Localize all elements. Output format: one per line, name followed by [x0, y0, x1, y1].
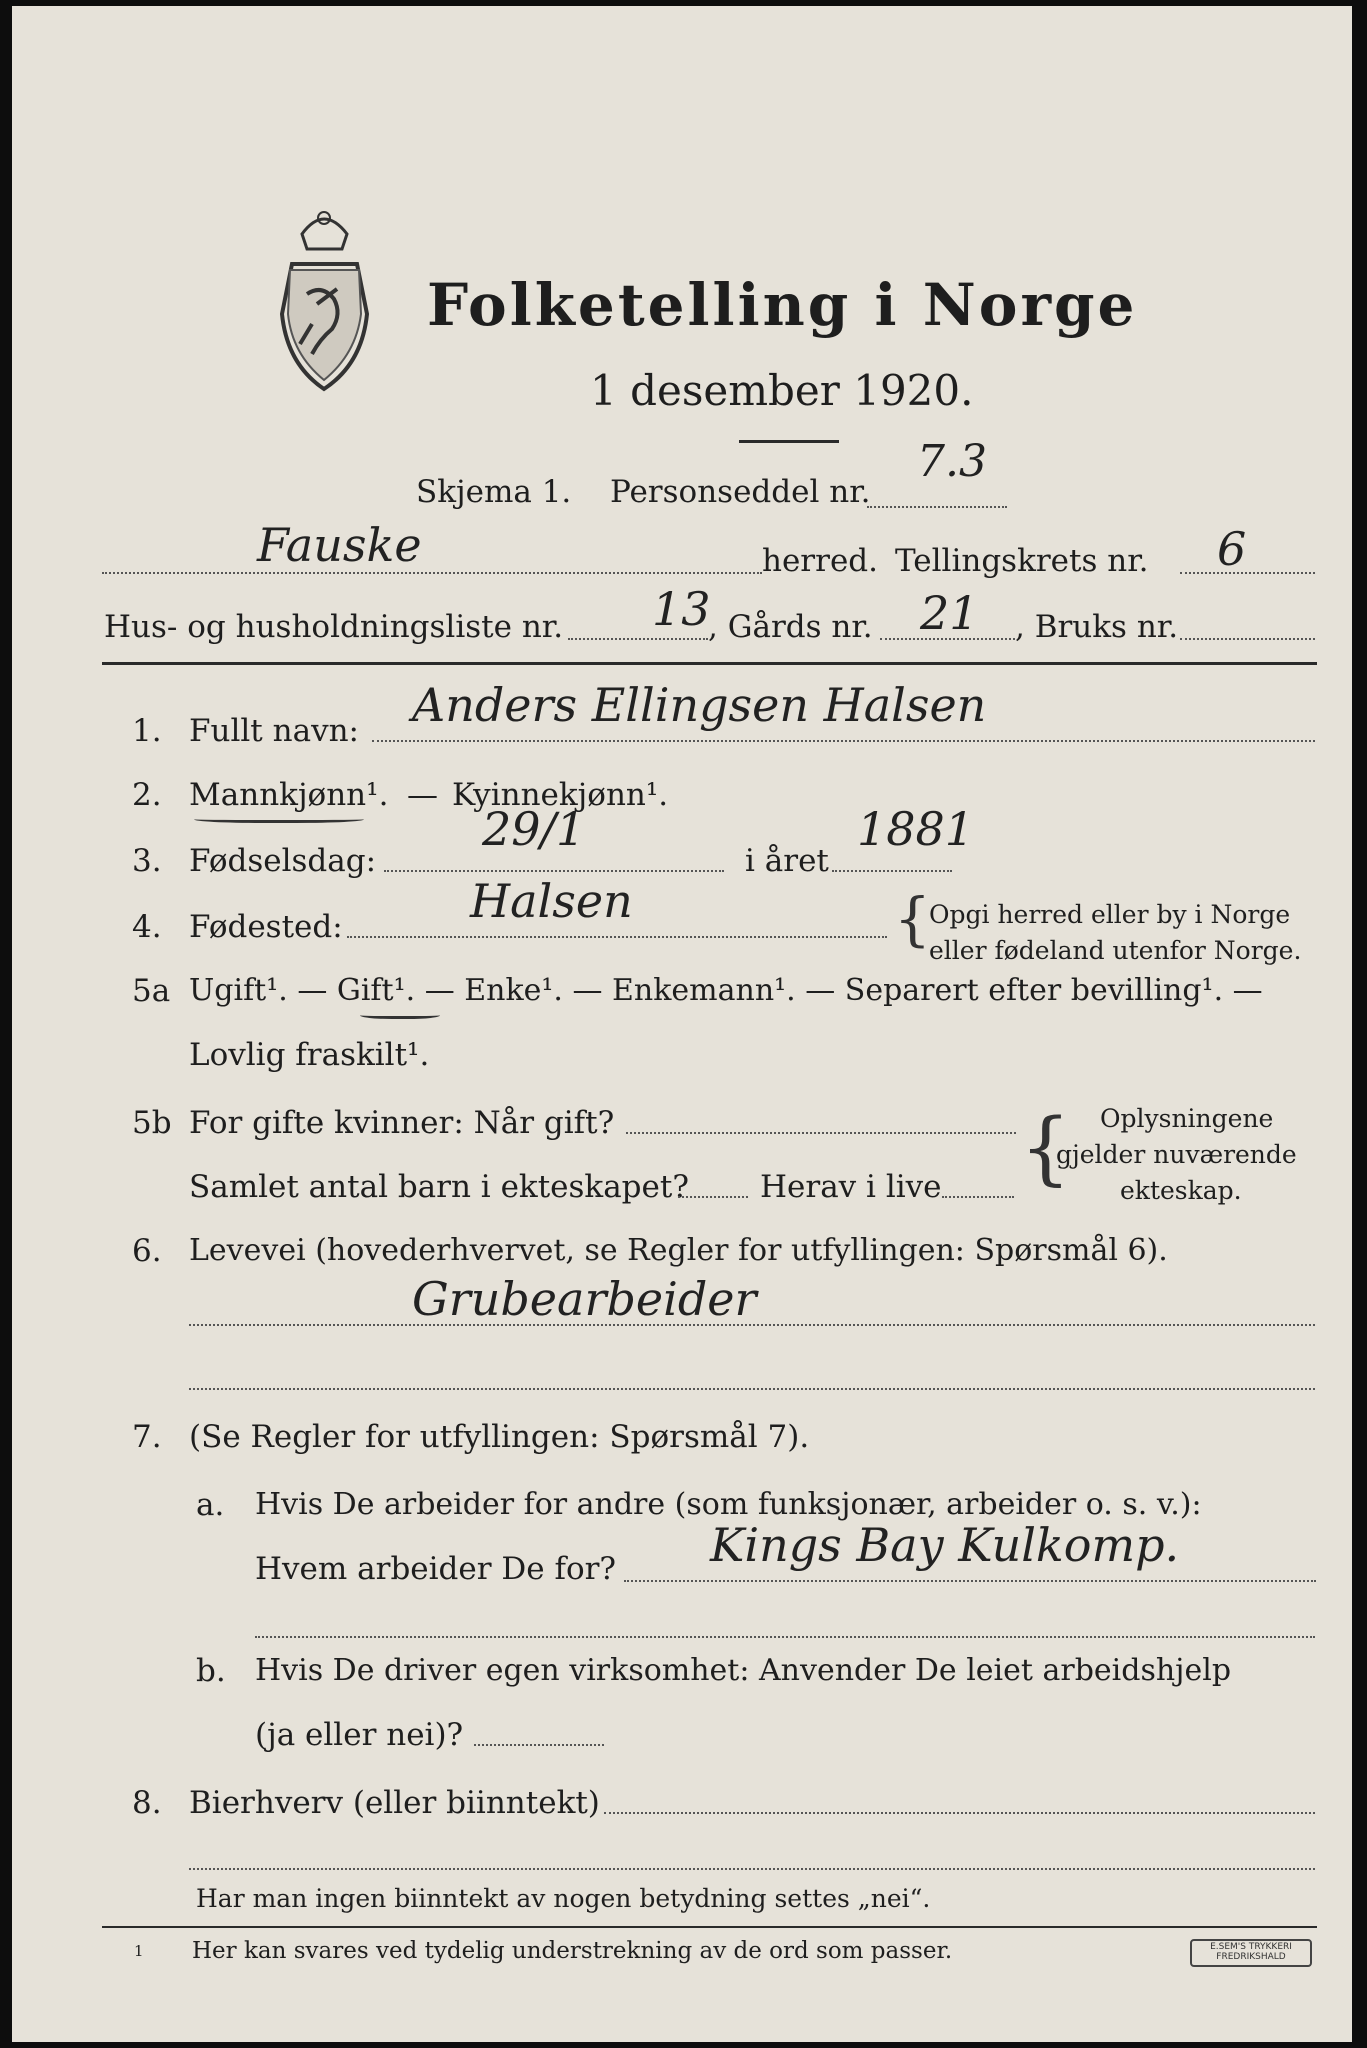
q5b-alive-line	[942, 1196, 1014, 1198]
q1-value: Anders Ellingsen Halsen	[412, 678, 987, 732]
gards-value: 21	[920, 586, 979, 640]
q4-label: Fødested:	[189, 909, 343, 945]
q4-note-2: eller fødeland utenfor Norge.	[929, 936, 1302, 965]
q7b-letter: b.	[196, 1653, 226, 1689]
q6-line-1	[189, 1324, 1315, 1326]
personseddel-line	[867, 506, 1007, 508]
q4-value: Halsen	[470, 874, 633, 928]
q5a-text-2: Lovlig fraskilt¹.	[189, 1037, 430, 1073]
herred-line	[102, 572, 762, 574]
q2-number: 2.	[132, 777, 162, 813]
footnote-text: Her kan svares ved tydelig understrekning av de ord som passer.	[192, 1938, 953, 1964]
q5b-label: For gifte kvinner: Når gift?	[189, 1105, 615, 1141]
herred-value: Fauske	[257, 518, 422, 572]
gards-label: , Gårds nr.	[708, 609, 873, 645]
q1-number: 1.	[132, 713, 162, 749]
bruks-label: , Bruks nr.	[1015, 609, 1179, 645]
q7a-text: Hvis De arbeider for andre (som funksjonær, arbeider o. s. v.):	[255, 1487, 1202, 1522]
census-form	[12, 6, 1352, 2042]
q3-value: 29/1	[482, 802, 586, 856]
q4-note-1: Opgi herred eller by i Norge	[929, 900, 1291, 929]
q5a-gift-underline	[360, 1010, 440, 1019]
q8-line	[604, 1812, 1315, 1814]
bruks-line	[1180, 638, 1315, 640]
q7b-text: Hvis De driver egen virksomhet: Anvender De leiet arbeidshjelp	[255, 1653, 1232, 1688]
tellingskrets-line	[1180, 572, 1315, 574]
hus-line	[568, 638, 708, 640]
q7a-letter: a.	[196, 1487, 225, 1523]
q6-number: 6.	[132, 1233, 162, 1269]
q5b-number: 5b	[132, 1105, 172, 1141]
q3-line	[384, 870, 724, 872]
q7-label: (Se Regler for utfyllingen: Spørsmål 7).	[189, 1419, 810, 1455]
header-divider	[102, 662, 1317, 665]
q6-line-2	[189, 1388, 1315, 1390]
q7a-value: Kings Bay Kulkomp.	[710, 1518, 1180, 1572]
hus-label: Hus- og husholdningsliste nr.	[104, 609, 564, 645]
q2-male-underline	[194, 814, 364, 823]
schema-label: Skjema 1.	[416, 474, 572, 510]
q6-value: Grubearbeider	[412, 1272, 757, 1326]
q1-line	[372, 740, 1315, 742]
q7b-line	[474, 1744, 604, 1746]
q5b-label-2: Samlet antal barn i ekteskapet?	[189, 1169, 689, 1205]
q2-male: Mannkjønn¹.	[189, 777, 389, 813]
herred-label: herred.	[762, 543, 878, 579]
footnote-mark: 1	[134, 1942, 144, 1960]
q7a-text-2: Hvem arbeider De for?	[255, 1551, 617, 1587]
q5b-alive-label: Herav i live	[760, 1169, 942, 1205]
q5b-note-1: Oplysningene	[1100, 1104, 1274, 1133]
q4-number: 4.	[132, 909, 162, 945]
q3-year-line	[832, 870, 952, 872]
q6-label: Levevei (hovederhvervet, se Regler for utfyllingen: Spørsmål 6).	[189, 1233, 1168, 1268]
q8-number: 8.	[132, 1785, 162, 1821]
q7a-line-2	[255, 1636, 1315, 1638]
printer-stamp-line-2: FREDRIKSHALD	[1216, 1951, 1286, 1962]
q4-line	[347, 936, 887, 938]
q5b-note-3: ekteskap.	[1120, 1176, 1242, 1205]
q7-number: 7.	[132, 1419, 162, 1455]
printer-stamp	[1190, 1939, 1312, 1967]
personseddel-value: 7.3	[917, 436, 987, 487]
hus-value: 13	[652, 582, 711, 636]
q5a-number: 5a	[132, 973, 171, 1009]
q3-number: 3.	[132, 843, 162, 879]
footer-divider	[102, 1926, 1317, 1928]
q4-brace: {	[894, 885, 931, 953]
q1-label: Fullt navn:	[189, 713, 359, 749]
q3-year-value: 1881	[857, 802, 975, 856]
q2-female: Kyinnekjønn¹.	[452, 777, 669, 813]
q7a-line	[624, 1580, 1316, 1582]
q8-label: Bierhverv (eller biinntekt)	[189, 1785, 600, 1821]
tellingskrets-label: Tellingskrets nr.	[895, 543, 1149, 579]
q8-line-2	[189, 1868, 1315, 1870]
tellingskrets-value: 6	[1217, 522, 1247, 576]
q5b-children-line	[678, 1196, 748, 1198]
q7b-text-2: (ja eller nei)?	[255, 1717, 464, 1753]
q3-year-label: i året	[745, 843, 829, 879]
printer-stamp-line-1: E.SEM'S TRYKKERI	[1210, 1942, 1292, 1952]
q5b-line	[626, 1132, 1016, 1134]
coat-of-arms-icon	[262, 204, 387, 394]
q5a-text: Ugift¹. — Gift¹. — Enke¹. — Enkemann¹. — Separert efter bevilling¹. —	[189, 973, 1263, 1008]
q3-label: Fødselsdag:	[189, 843, 377, 879]
q5b-note-2: gjelder nuværende	[1056, 1140, 1297, 1169]
census-date: 1 desember 1920.	[590, 366, 974, 415]
q5b-brace: {	[1020, 1101, 1071, 1194]
q2-sep: —	[407, 777, 438, 813]
form-title: Folketelling i Norge	[427, 271, 1138, 339]
footer-note: Har man ingen biinntekt av nogen betydning settes „nei“.	[196, 1884, 931, 1913]
title-divider	[739, 440, 839, 443]
personseddel-label: Personseddel nr.	[610, 474, 871, 510]
